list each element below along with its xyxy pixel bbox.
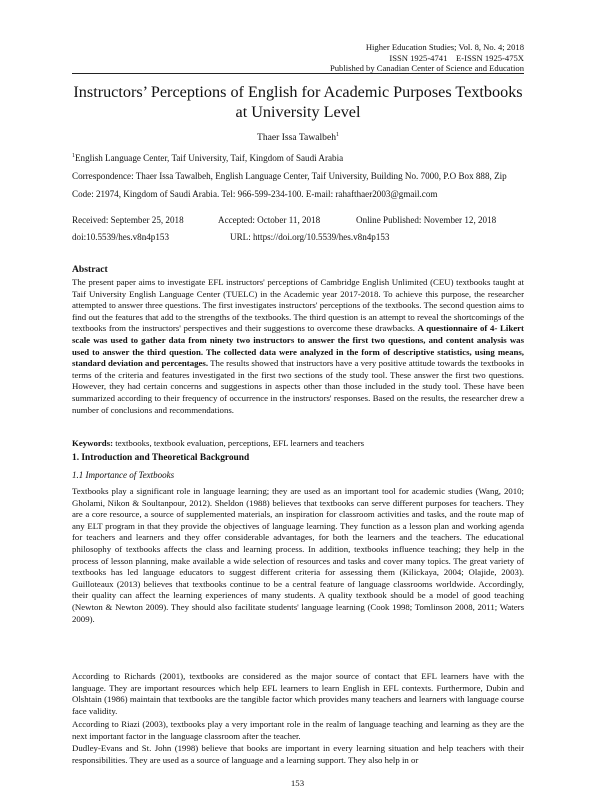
keywords-label: Keywords: [72,438,114,448]
issn-info: ISSN 1925-4741 E-ISSN 1925-475X [389,52,524,63]
published-date: Online Published: November 12, 2018 [356,215,497,225]
subsection-heading: 1.1 Importance of Textbooks [72,470,175,480]
author-line [72,132,524,143]
abstract-methods: A questionnaire of 4- Likert scale was used to gather data from ninety two instructors to answer the first two questions, and content analysis was used to answer the third question. The collected data were analyzed in the form of descriptive statistics, using means, standard deviation and percentages. [72,323,524,369]
paragraph-2: According to Richards (2001), textbooks are considered as the major source of contact that EFL learners have with the language. They are important resources which help EFL learners to learn English in EFL contexts. Furthermore, Dubin and Olshtain (1986) maintain that textbooks are the tangible factor which provides many teachers and learners with language course face validity. [72,671,524,716]
journal-header [330,42,524,74]
header-divider [72,73,524,74]
paragraph-1: Textbooks play a significant role in language learning; they are used as an important tool for academic studies (Wang, 2010; Gholami, Nikon & Soultanpour, 2012). Sheldon (1988) believes that textbooks can serve different purposes for teachers. They are a core resource, a source of supplemented materials, an inspiration for classroom activities and tasks, and the route map of any ELT program in that they provide the objectives of language learning. They function as a lesson plan and working agenda for teachers and learners and they offer considerable advantages, for both the learners and the teachers. The educational philosophy of textbooks affects the class and learning process. In addition, textbooks influence teaching; they help in the process of lesson planning, make available a wide selection of resources and tasks and cover many topics. The great variety of textbooks has led language educators to suggest different criteria for assessing them (Kilickaya, 2004; Olajide, 2003). Guilloteaux (2013) believes that textbooks continue to be a central feature of language classrooms worldwide. Accordingly, their quality can affect the learning experiences of many students. A quality textbook should be a model of good teaching (Newton & Newton 2009). They should also facilitate students' language learning (Cook 1998; Tomlinson 2008, 2011; Waters 2009). [72,486,524,624]
journal-info: Higher Education Studies; Vol. 8, No. 4; 2018 [365,42,524,52]
affiliation-mark: 1 [72,153,75,159]
doi: doi:10.5539/hes.v8n4p153 [72,232,169,242]
keywords [72,438,524,448]
accepted-date: Accepted: October 11, 2018 [218,215,321,225]
keywords-list: textbooks, textbook evaluation, perceptions, EFL learners and teachers [113,438,365,448]
affiliation [72,150,524,165]
page-number: 153 [290,778,305,788]
paragraph-4: Dudley-Evans and St. John (1998) believe that books are important in every learning situation and help teachers with their responsibilities. They are used as a source of language and a learning support. They also help in or [72,743,524,765]
publisher-info: Published by Canadian Center of Science and Education [329,63,524,74]
correspondence: Correspondence: Thaer Issa Tawalbeh, English Language Center, Taif University, Building No. 7000, P.O Box 888, Zip Code: 21974, Kingdom of Saudi Arabia. Tel: 966-599-234-100. E-mail: rahafthaer2003@gmail.com [72,171,507,199]
abstract-part-1: The present paper aims to investigate EFL instructors' perceptions of Cambridge English Unlimited (CEU) textbooks taught at Taif University English Language Center (TUELC) in the Academic year 2017-2018. To achieve this purpose, the researcher attempted to answer three questions. The first investigates instructors' perceptions of the textbooks. The second question aims to find out the features that add to the strengths of the textbooks. The third question is an attempt to reveal the shortcomings of the textbooks from the instructors' perspectives and their suggestions to overcome these drawbacks. [72,277,524,334]
received-date: Received: September 25, 2018 [72,215,184,225]
abstract-text [72,277,524,416]
abstract-part-2: The results showed that instructors have a very positive attitude towards the textbooks in terms of the criteria and features investigated in the first two sections of the study tool. These answer the first two questions. However, they had certain concerns and suggestions in aspects other than those included in the study tool. These have been summarized according to their frequency of occurrence in the instructors' responses. Based on the results, the researcher drew a number of conclusions and recommendations. [72,358,524,415]
doi-url[interactable]: URL: https://doi.org/10.5539/hes.v8n4p153 [230,232,390,242]
section-heading: 1. Introduction and Theoretical Background [72,453,250,463]
author-affiliation-mark: 1 [336,132,340,138]
paper-title: Instructors’ Perceptions of English for Academic Purposes Textbooks at University Level [73,83,523,121]
abstract-heading: Abstract [72,264,108,275]
paragraph-3: According to Riazi (2003), textbooks play a very important role in the realm of language teaching and learning as they are the next important factor in the language classroom after the teacher. [72,719,524,741]
author-name: Thaer Issa Tawalbeh [256,132,337,144]
affiliation-text: English Language Center, Taif University, Taif, Kingdom of Saudi Arabia [75,153,344,164]
publication-dates [72,212,524,246]
